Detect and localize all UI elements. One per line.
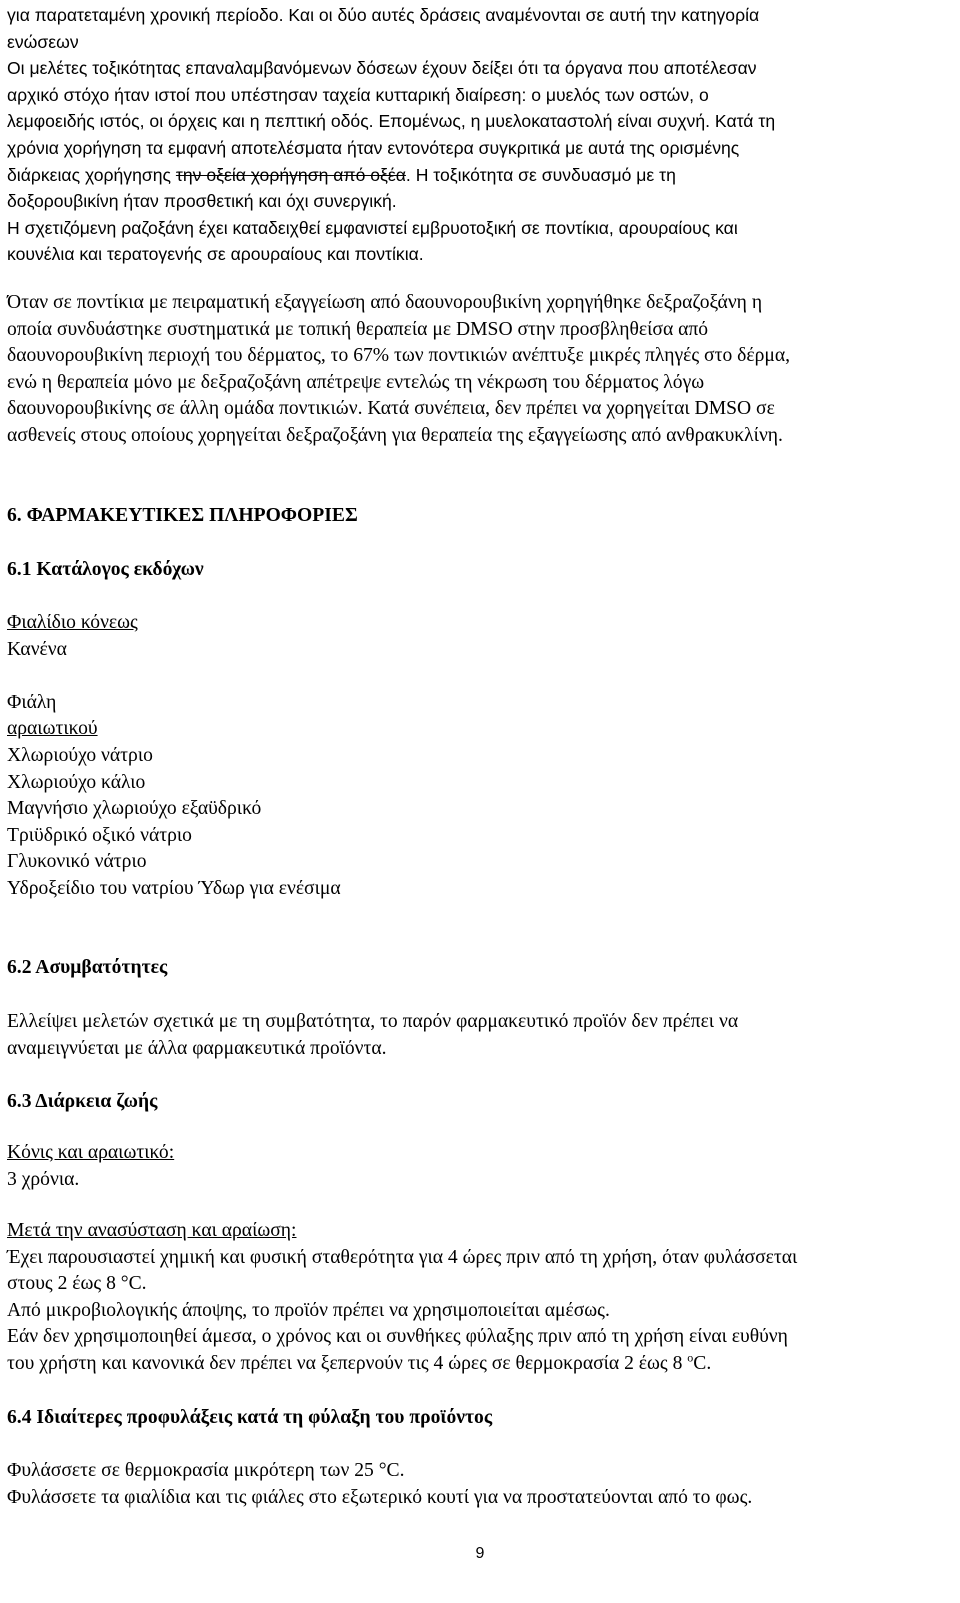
text-line [7,162,947,189]
text-line: χρόνια χορήγηση τα εμφανή αποτελέσματα ήταν εντονότερα συγκριτικά με αυτά της ορισμένης [7,137,740,158]
subsection-title-6-3: 6.3 Διάρκεια ζωής [7,1091,158,1112]
text-fragment: Και οι δύο αυτές δράσεις αναμένονται σε αυτή την κατηγορία [283,5,760,25]
text-line: οποία συνδυάστηκε συστηματικά με τοπική θεραπεία με DMSO στην προσβληθείσα από [7,318,709,340]
degree-superscript: ο [687,1350,694,1365]
text-line: Εάν δεν χρησιμοποιηθεί άμεσα, ο χρόνος και οι συνθήκες φύλαξης πριν από τη χρήση είναι ευθύνη [7,1326,788,1348]
excipients-list [7,610,947,903]
text-line: Η σχετιζόμενη ραζοξάνη έχει καταδειχθεί εμφανιστεί εμβρυοτοξική σε ποντίκια, αρουραίους και [7,217,738,238]
text-fragment: για παρατεταμένη χρονική περίοδο. [7,5,284,25]
text-line: αρχικό στόχο ήταν ιστοί που υπέστησαν ταχεία κυτταρική διαίρεση: ο μυελός των οστών, ο [7,84,709,105]
spacer [7,663,947,690]
subsection-title-6-4: 6.4 Ιδιαίτερες προφυλάξεις κατά τη φύλαξη του προϊόντος [7,1407,493,1428]
text-line: ενώ η θεραπεία μόνο με δεξραζοξάνη απέτρεψε εντελώς τη νέκρωση του δέρματος λόγω [7,371,705,393]
text-line: Όταν σε ποντίκια με πειραματική εξαγγείωση από δαουνορουβικίνη χορηγήθηκε δεξραζοξάνη η [7,292,763,313]
text-fragment: διάρκειας χορήγησης [7,164,176,185]
toxicity-paragraph [7,2,947,268]
text-line: δαουνορουβικίνης σε άλλη ομάδα ποντικιών. Κατά συνέπεια, δεν πρέπει να χορηγείται DMSO σε [7,398,775,420]
list-item: Χλωριούχο κάλιο [7,771,146,793]
text-line [7,108,947,135]
list-item: Τριϋδρικό οξικό νάτριο [7,824,192,846]
reconstitution-heading: Μετά την ανασύσταση και αραίωση: [7,1220,297,1241]
text-line: ασθενείς στους οποίους χορηγείται δεξραζοξάνη για θεραπεία της εξαγγείωσης από ανθρακυκλίνη. [7,424,783,446]
section-title: 6. ΦΑΡΜΑΚΕΥΤΙΚΕΣ ΠΛΗΡΟΦΟΡΙΕΣ [7,505,358,526]
powder-diluent-heading: Κόνις και αραιωτικό: [7,1142,175,1163]
text-line [7,2,947,29]
subsection-title-6-2: 6.2 Ασυμβατότητες [7,957,168,978]
vial-heading-underlined: αραιωτικού [7,718,98,740]
subsection-title-6-1: 6.1 Κατάλογος εκδόχων [7,559,204,580]
powder-heading: Φιαλίδιο κόνεως [7,612,138,633]
list-item: Μαγνήσιο χλωριούχο εξαϋδρικό [7,798,262,820]
text-line: στους 2 έως 8 °C. [7,1273,147,1295]
list-item: Χλωριούχο νάτριο [7,744,153,766]
vial-heading: Φιάλη [7,691,57,713]
text-line: δαουνορουβικίνη περιοχή του δέρματος, το 67% των ποντικιών ανέπτυξε μικρές πληγές στο δέρμα, [7,345,791,367]
shelf-life-block [7,1140,947,1193]
dmso-paragraph [7,290,947,450]
shelf-life-value: 3 χρόνια. [7,1168,80,1190]
text-line: κουνέλια και τερατογενής σε αρουραίους και ποντίκια. [7,244,424,265]
text-fragment: Κατά τη [710,111,776,132]
incompatibilities-paragraph [7,1009,947,1062]
text-line: αναμειγνύεται με άλλα φαρμακευτικά προϊόντα. [7,1037,387,1059]
text-line: Ελλείψει μελετών σχετικά με τη συμβατότητα, το παρόν φαρμακευτικό προϊόν δεν πρέπει να [7,1011,739,1032]
text-line [7,1351,947,1378]
list-item: Γλυκονικό νάτριο [7,851,147,873]
text-line: Οι μελέτες τοξικότητας επαναλαμβανόμενων δόσεων έχουν δείξει ότι τα όργανα που αποτέλεσαν [7,58,757,79]
text-fragment: του χρήστη και κανονικά δεν πρέπει να ξεπερνούν τις 4 ώρες σε θερμοκρασία 2 έως 8 [7,1352,688,1374]
text-line: Από μικροβιολογικής άποψης, το προϊόν πρέπει να χρησιμοποιείται αμέσως. [7,1299,610,1321]
struck-text: την οξεία χορήγηση από οξέα [175,164,406,185]
page-number: 9 [475,1545,485,1562]
text-line: δοξορουβικίνη ήταν προσθετική και όχι συνεργική. [7,191,397,212]
text-fragment: . Η τοξικότητα σε συνδυασμό με τη [405,164,676,185]
text-line: Έχει παρουσιαστεί χημική και φυσική σταθερότητα για 4 ώρες πριν από τη χρήση, όταν φυλάσσεται [7,1246,798,1268]
text-line: Φυλάσσετε τα φιαλίδια και τις φιάλες στο εξωτερικό κουτί για να προστατεύονται από το φως. [7,1486,753,1508]
text-line: Φυλάσσετε σε θερμοκρασία μικρότερη των 25 °C. [7,1460,405,1481]
powder-value: Κανένα [7,638,67,660]
reconstitution-block [7,1218,947,1378]
text-fragment: λεμφοειδής ιστός, οι όρχεις και η πεπτική οδός. Επομένως, η μυελοκαταστολή είναι συχνή. [7,111,711,132]
text-line: ενώσεων [7,31,79,52]
text-fragment: C. [693,1352,712,1374]
storage-block [7,1458,947,1511]
list-item: Υδροξείδιο του νατρίου Ύδωρ για ενέσιμα [7,877,341,899]
